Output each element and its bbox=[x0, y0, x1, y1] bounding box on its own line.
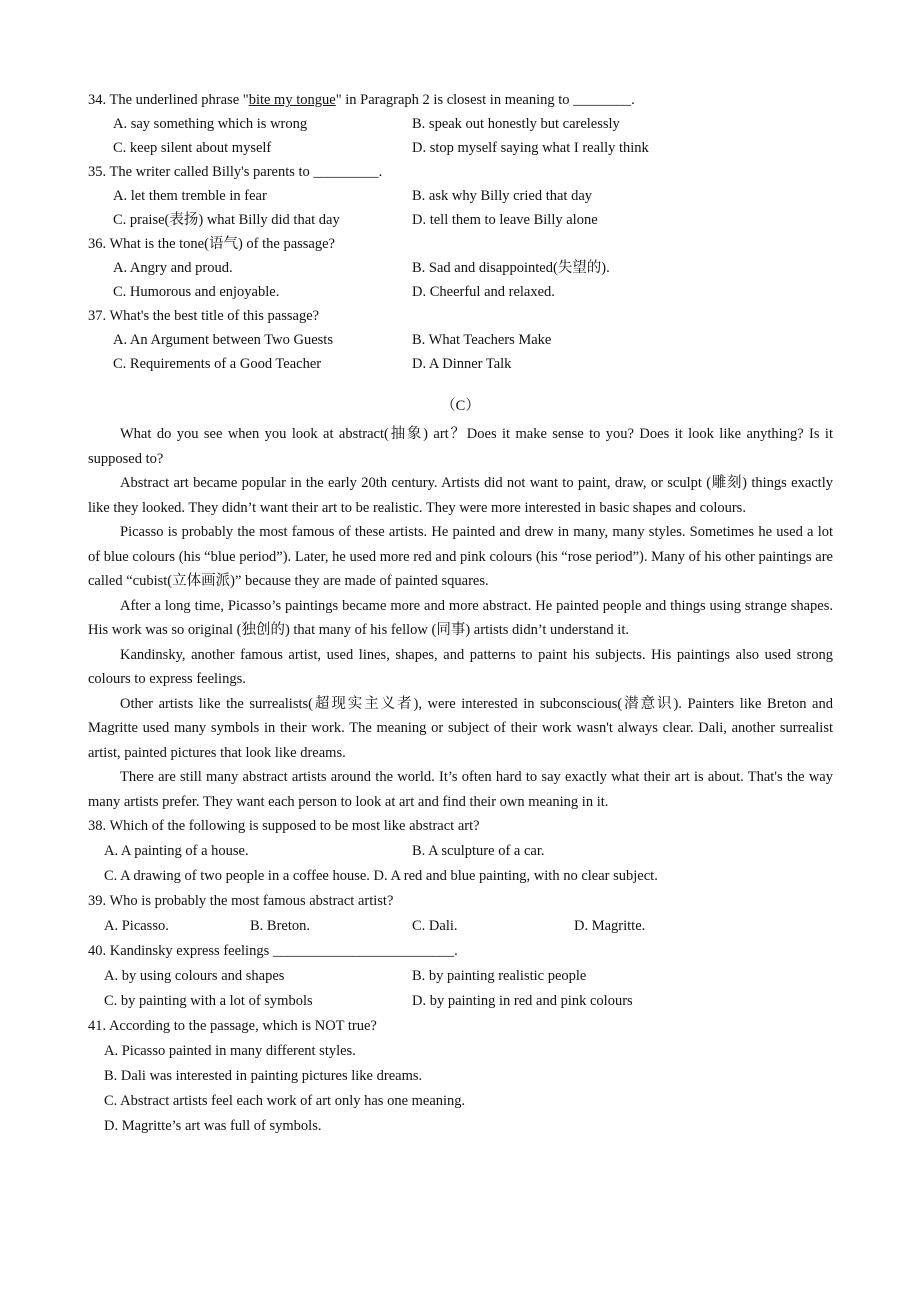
q38-option-b: B. A sculpture of a car. bbox=[412, 843, 545, 859]
q37-option-b: B. What Teachers Make bbox=[412, 332, 552, 348]
q40-option-d: D. by painting in red and pink colours bbox=[412, 993, 633, 1009]
q36-option-c: C. Humorous and enjoyable. bbox=[113, 284, 280, 300]
q34-options-row-1 bbox=[88, 112, 833, 136]
q39-option-d: D. Magritte. bbox=[574, 918, 646, 934]
q40-options-row-2 bbox=[88, 989, 833, 1014]
q34-option-c: C. keep silent about myself bbox=[113, 140, 272, 156]
q34-option-a: A. say something which is wrong bbox=[113, 116, 308, 132]
q34-stem-post: " in Paragraph 2 is closest in meaning to ________. bbox=[335, 92, 635, 108]
q35-options-row-2 bbox=[88, 208, 833, 232]
q40-option-c: C. by painting with a lot of symbols bbox=[104, 993, 313, 1009]
q35-option-a: A. let them tremble in fear bbox=[113, 188, 267, 204]
q36-options-row-2 bbox=[88, 280, 833, 304]
q34-stem-pre: 34. The underlined phrase " bbox=[88, 92, 249, 108]
q36-options-row-1 bbox=[88, 256, 833, 280]
q41-option-c: C. Abstract artists feel each work of art only has one meaning. bbox=[104, 1093, 466, 1109]
passage-paragraph-3: Picasso is probably the most famous of these artists. He painted and drew in many, many styles. Sometimes he used a lot of blue colours (his “blue period”). Later, he used more red and pink colours (his “rose period”). Many of his other paintings are called “cubist(立体画派)” because they are made of painted squares. bbox=[88, 524, 833, 589]
q34-option-b: B. speak out honestly but carelessly bbox=[412, 116, 620, 132]
question-41-stem: 41. According to the passage, which is NOT true? bbox=[88, 1018, 377, 1034]
q36-option-b: B. Sad and disappointed(失望的). bbox=[412, 260, 610, 276]
q36-option-a: A. Angry and proud. bbox=[113, 260, 233, 276]
question-40-stem: 40. Kandinsky express feelings _________________________. bbox=[88, 943, 458, 959]
question-37-stem: 37. What's the best title of this passage? bbox=[88, 308, 320, 324]
passage-paragraph-4: After a long time, Picasso’s paintings became more and more abstract. He painted people and things using strange shapes. His work was so original (独创的) that many of his fellow (同事) artists didn’t understand it. bbox=[88, 597, 833, 638]
q40-option-b: B. by painting realistic people bbox=[412, 968, 587, 984]
q35-option-c: C. praise(表扬) what Billy did that day bbox=[113, 212, 340, 228]
q41-option-b: B. Dali was interested in painting pictures like dreams. bbox=[104, 1068, 423, 1084]
q37-option-d: D. A Dinner Talk bbox=[412, 356, 512, 372]
q35-option-b: B. ask why Billy cried that day bbox=[412, 188, 593, 204]
q37-options-row-1 bbox=[88, 328, 833, 352]
passage-paragraph-7: There are still many abstract artists around the world. It’s often hard to say exactly what their art is about. That's the way many artists prefer. They want each person to look at art and find their own meaning in it. bbox=[88, 769, 833, 810]
q36-option-d: D. Cheerful and relaxed. bbox=[412, 284, 555, 300]
q37-options-row-2 bbox=[88, 352, 833, 376]
q39-option-a: A. Picasso. bbox=[104, 918, 169, 934]
q41-option-d: D. Magritte’s art was full of symbols. bbox=[104, 1118, 322, 1134]
question-35-stem: 35. The writer called Billy's parents to _________. bbox=[88, 164, 383, 180]
question-39-stem: 39. Who is probably the most famous abstract artist? bbox=[88, 893, 394, 909]
q37-option-a: A. An Argument between Two Guests bbox=[113, 332, 333, 348]
passage-paragraph-6: Other artists like the surrealists(超现实主义者), were interested in subconscious(潜意识). Painters like Breton and Magritte used many symbols in their work. The meaning or subject of their work wasn't always clear. Dali, another surrealist artist, painted pictures that look like dreams. bbox=[88, 695, 833, 761]
q38-options-row-2: C. A drawing of two people in a coffee house. D. A red and blue painting, with no clear subject. bbox=[104, 868, 658, 884]
question-38-stem: 38. Which of the following is supposed to be most like abstract art? bbox=[88, 818, 480, 834]
q41-option-a: A. Picasso painted in many different styles. bbox=[104, 1043, 356, 1059]
q38-option-a: A. A painting of a house. bbox=[104, 843, 249, 859]
q40-option-a: A. by using colours and shapes bbox=[104, 968, 285, 984]
passage-paragraph-1: What do you see when you look at abstract(抽象) art？Does it make sense to you? Does it look like anything? Is it supposed to? bbox=[88, 426, 833, 467]
exam-page bbox=[88, 88, 833, 1139]
q34-underlined-phrase: bite my tongue bbox=[248, 92, 336, 108]
passage-paragraph-5: Kandinsky, another famous artist, used lines, shapes, and patterns to paint his subjects. His paintings also used strong colours to express feelings. bbox=[88, 646, 833, 687]
q34-options-row-2 bbox=[88, 136, 833, 160]
q39-options-row bbox=[88, 914, 833, 939]
q39-option-b: B. Breton. bbox=[250, 918, 311, 934]
question-36-stem: 36. What is the tone(语气) of the passage? bbox=[88, 236, 335, 252]
q40-options-row-1 bbox=[88, 964, 833, 989]
q38-options-row-1 bbox=[88, 839, 833, 864]
q37-option-c: C. Requirements of a Good Teacher bbox=[113, 356, 322, 372]
q35-option-d: D. tell them to leave Billy alone bbox=[412, 212, 598, 228]
question-34-stem bbox=[88, 88, 833, 112]
q34-option-d: D. stop myself saying what I really think bbox=[412, 140, 649, 156]
q39-option-c: C. Dali. bbox=[412, 918, 458, 934]
passage-paragraph-2: Abstract art became popular in the early 20th century. Artists did not want to paint, draw, or sculpt (雕刻) things exactly like they looked. They didn’t want their art to be realistic. They were more interested in basic shapes and colours. bbox=[88, 475, 833, 516]
section-c-title: （C） bbox=[441, 398, 480, 414]
q35-options-row-1 bbox=[88, 184, 833, 208]
